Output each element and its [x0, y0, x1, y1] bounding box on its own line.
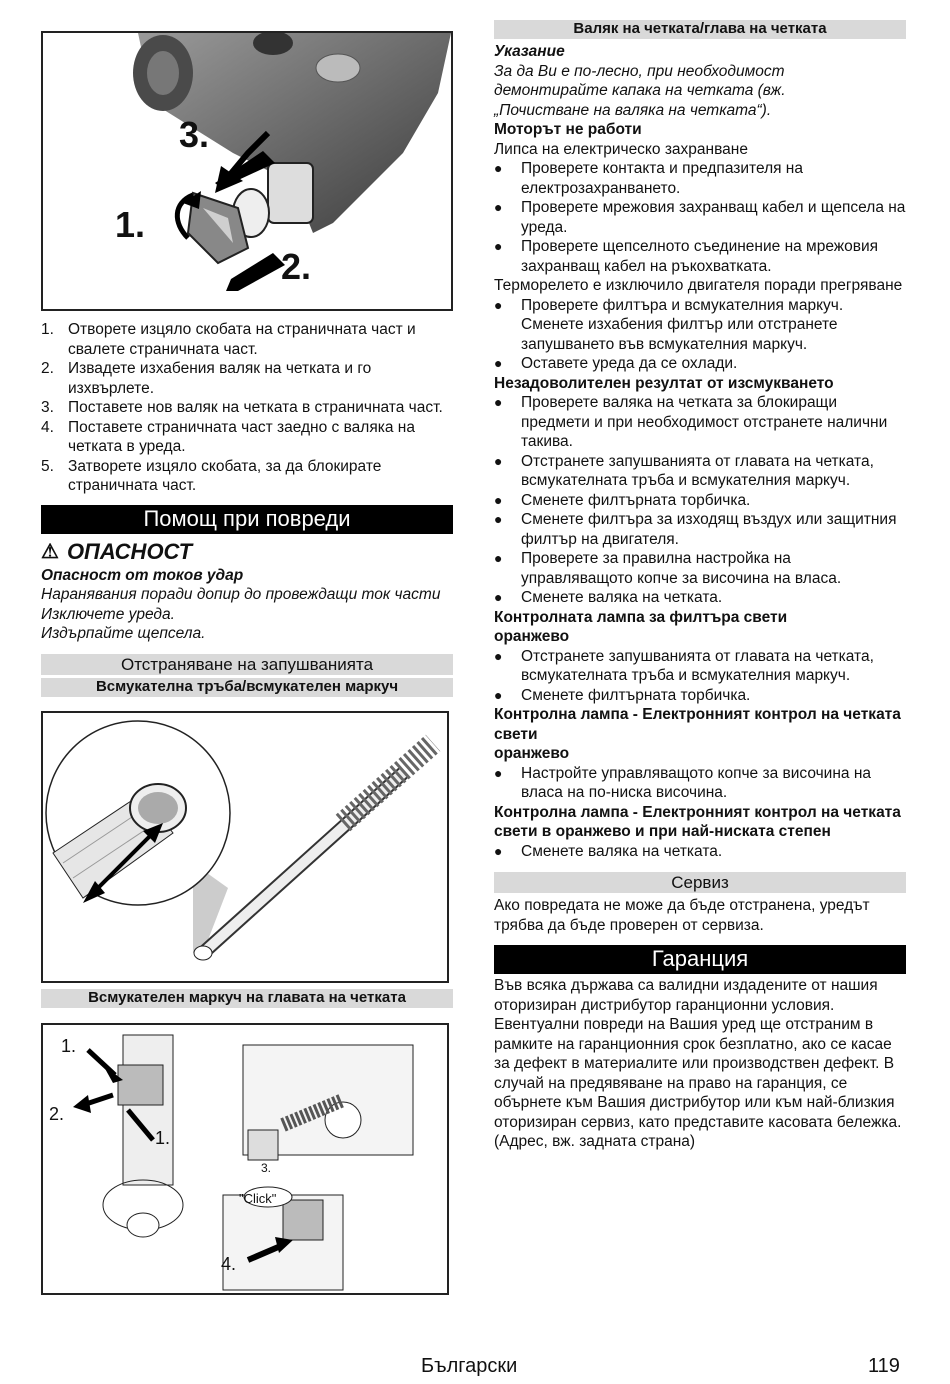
danger-label: ОПАСНОСТ — [66, 538, 193, 564]
fig3-label-2: 2. — [49, 1103, 65, 1124]
step-number: 1. — [41, 321, 54, 338]
section-heading: Контролна лампа - Електронният контрол на четката свети оранжево — [494, 706, 901, 762]
service-section-title: Сервиз — [494, 872, 906, 893]
bullet-list — [494, 842, 906, 862]
list-item — [494, 393, 906, 452]
bullet-text: Проверете за правилна настройка на управляващото копче за височина на власа. — [521, 550, 842, 587]
filter-lamp-section — [494, 608, 906, 706]
bullet-text: Оставете уреда да се охлади. — [521, 355, 738, 372]
fig3-click-label: "Click" — [239, 1190, 277, 1206]
bullet-text: Сменете филтърната торбичка. — [521, 491, 751, 509]
suction-tube-illustration — [43, 713, 447, 981]
motor-section — [494, 120, 906, 374]
bullet-icon: ● — [494, 589, 503, 605]
bullet-icon: ● — [494, 238, 503, 254]
warning-icon: ⚠ — [41, 540, 59, 563]
step-item — [41, 457, 453, 496]
list-item — [494, 452, 906, 491]
list-item — [494, 237, 906, 276]
step-text: Отворете изцяло скобата на страничната част и свалете страничната част. — [68, 321, 416, 358]
step-item — [41, 359, 453, 398]
bullet-text: Настройте управляващото копче за височина на власа на по-ниска височина. — [521, 764, 872, 801]
section-text: Терморелето е изключило двигателя поради прегряване — [494, 277, 903, 294]
bullet-icon: ● — [494, 511, 503, 527]
bullet-text: Проверете контакта и предпазителя на електрозахранването. — [521, 160, 803, 197]
bullet-text: Сменете валяка на четката. — [521, 842, 723, 860]
list-item — [494, 588, 906, 608]
section-heading: Незадоволителен резултат от изсмукването — [494, 374, 834, 392]
step-text: Поставете страничната част заедно с валяка на четката в уреда. — [68, 418, 415, 455]
bullet-icon: ● — [494, 647, 503, 664]
note-text: За да Ви е по-лесно, при необходимост демонтирайте капака на четката (вж. „Почистване на валяка на четката“). — [494, 62, 786, 119]
list-item — [494, 354, 906, 374]
step-number: 5. — [41, 457, 54, 475]
suction-result-section — [494, 374, 906, 608]
bullet-text: Отстранете запушванията от главата на четката, всмукателната тръба и всмукателния маркуч. — [521, 647, 874, 684]
step-number: 4. — [41, 418, 54, 436]
brush-roller-figure — [41, 31, 453, 311]
list-item — [494, 159, 906, 198]
section-heading: Контролна лампа - Електронният контрол на четката свети в оранжево и при най-ниската степен — [494, 803, 901, 840]
brush-roller-subsection-title: Валяк на четката/глава на четката — [494, 20, 906, 39]
bullet-text: Проверете валяка на четката за блокиращи предмети и при необходимост отстранете налични такива. — [521, 394, 888, 450]
list-item — [494, 510, 906, 549]
hose-subsection-title: Всмукателен маркуч на главата на четката — [41, 989, 453, 1008]
danger-line: Изключете уреда. — [41, 605, 175, 623]
bullet-text: Отстранете запушванията от главата на четката, всмукателната тръба и всмукателния маркуч. — [521, 452, 874, 489]
fig3-label-3: 3. — [261, 1160, 272, 1175]
bullet-text: Проверете филтъра и всмукателния маркуч. Сменете изхабения филтър или отстранете запушването във всмукателния маркуч. — [521, 296, 844, 353]
step-text: Затворете изцяло скобата, за да блокирате страничната част. — [68, 457, 382, 494]
left-column — [41, 20, 453, 1295]
danger-heading — [41, 538, 453, 566]
clog-section-title: Отстраняване на запушванията — [41, 654, 453, 675]
replace-roller-steps — [41, 320, 453, 496]
step-text: Извадете изхабения валяк на четката и го изхвърлете. — [68, 360, 372, 397]
bullet-list — [494, 159, 906, 276]
step-item — [41, 320, 453, 359]
bullet-icon: ● — [494, 550, 503, 566]
help-section-title: Помощ при повреди — [41, 505, 453, 534]
warranty-section-title: Гаранция — [494, 945, 906, 974]
bullet-icon: ● — [494, 394, 503, 410]
bullet-list — [494, 764, 906, 803]
bullet-icon: ● — [494, 355, 503, 371]
warranty-address: (Адрес, вж. задната страна) — [494, 1133, 696, 1150]
list-item — [494, 764, 906, 803]
danger-line: Наранявания поради допир до провеждащи ток части — [41, 586, 441, 603]
list-item — [494, 296, 906, 355]
list-item — [494, 198, 906, 237]
footer-language: Български — [421, 1355, 518, 1377]
list-item — [494, 549, 906, 588]
bullet-list — [494, 393, 906, 608]
step-item — [41, 398, 453, 418]
bullet-icon: ● — [494, 452, 503, 469]
bullet-icon: ● — [494, 296, 503, 313]
fig1-label-3: 3. — [179, 114, 210, 155]
hose-brushhead-illustration — [43, 1025, 447, 1293]
fig1-label-2: 2. — [281, 246, 312, 287]
step-number: 2. — [41, 360, 54, 377]
service-text: Ако повредата не може да бъде отстранена, уредът трябва да бъде проверен от сервиза. — [494, 897, 870, 934]
bullet-icon: ● — [494, 199, 503, 215]
bullet-icon: ● — [494, 686, 503, 703]
list-item — [494, 842, 906, 862]
suction-tube-figure — [41, 711, 449, 983]
bullet-icon: ● — [494, 160, 503, 176]
bullet-text: Сменете филтърната торбичка. — [521, 686, 751, 704]
fig1-label-1: 1. — [115, 204, 146, 245]
bullet-icon: ● — [494, 842, 503, 859]
brush-lamp-section — [494, 705, 906, 803]
section-text: Липса на електрическо захранване — [494, 140, 748, 158]
bullet-list — [494, 296, 906, 374]
fig3-label-4: 4. — [221, 1253, 237, 1274]
list-item — [494, 647, 906, 686]
brush-roller-illustration — [43, 33, 451, 309]
step-number: 3. — [41, 399, 54, 416]
page-number: 119 — [868, 1355, 900, 1377]
list-item — [494, 491, 906, 511]
tube-subsection-title: Всмукателна тръба/всмукателен маркуч — [41, 678, 453, 697]
bullet-icon: ● — [494, 764, 503, 781]
list-item — [494, 686, 906, 706]
bullet-list — [494, 647, 906, 706]
danger-line: Издърпайте щепсела. — [41, 625, 206, 642]
fig3-label-1a: 1. — [61, 1035, 77, 1056]
bullet-text: Сменете валяка на четката. — [521, 589, 723, 606]
bullet-text: Проверете мрежовия захранващ кабел и щепсела на уреда. — [521, 199, 906, 236]
section-heading: Моторът не работи — [494, 121, 642, 138]
bullet-text: Проверете щепселното съединение на мрежовия захранващ кабел на ръкохватката. — [521, 238, 879, 275]
brush-lamp-lowest-section — [494, 803, 906, 862]
hose-brushhead-figure — [41, 1023, 449, 1295]
bullet-text: Сменете филтъра за изходящ въздух или защитния филтър на двигателя. — [521, 511, 897, 548]
right-column — [494, 20, 906, 1152]
step-text: Поставете нов валяк на четката в страничната част. — [68, 399, 443, 416]
danger-subtitle: Опасност от токов удар — [41, 566, 244, 584]
step-item — [41, 418, 453, 457]
fig3-label-1b: 1. — [155, 1127, 171, 1148]
warranty-text: Във всяка държава са валидни издадените от нашия оторизиран дистрибутор гаранционни условия. Евентуални повреди на Вашия уред ще отстраним в рамките на гаранционния срок безплатно, ако се касае за дефект в материалите или производствен дефект. В случай на предявяване на право на гаранция, се обърнете към Вашия дистрибутор или към най-близкия оторизиран сервиз, като представите касовата бележка. — [494, 977, 902, 1131]
note-title: Указание — [494, 43, 565, 60]
bullet-icon: ● — [494, 491, 503, 508]
section-heading: Контролната лампа за филтъра свети оранжево — [494, 608, 788, 645]
